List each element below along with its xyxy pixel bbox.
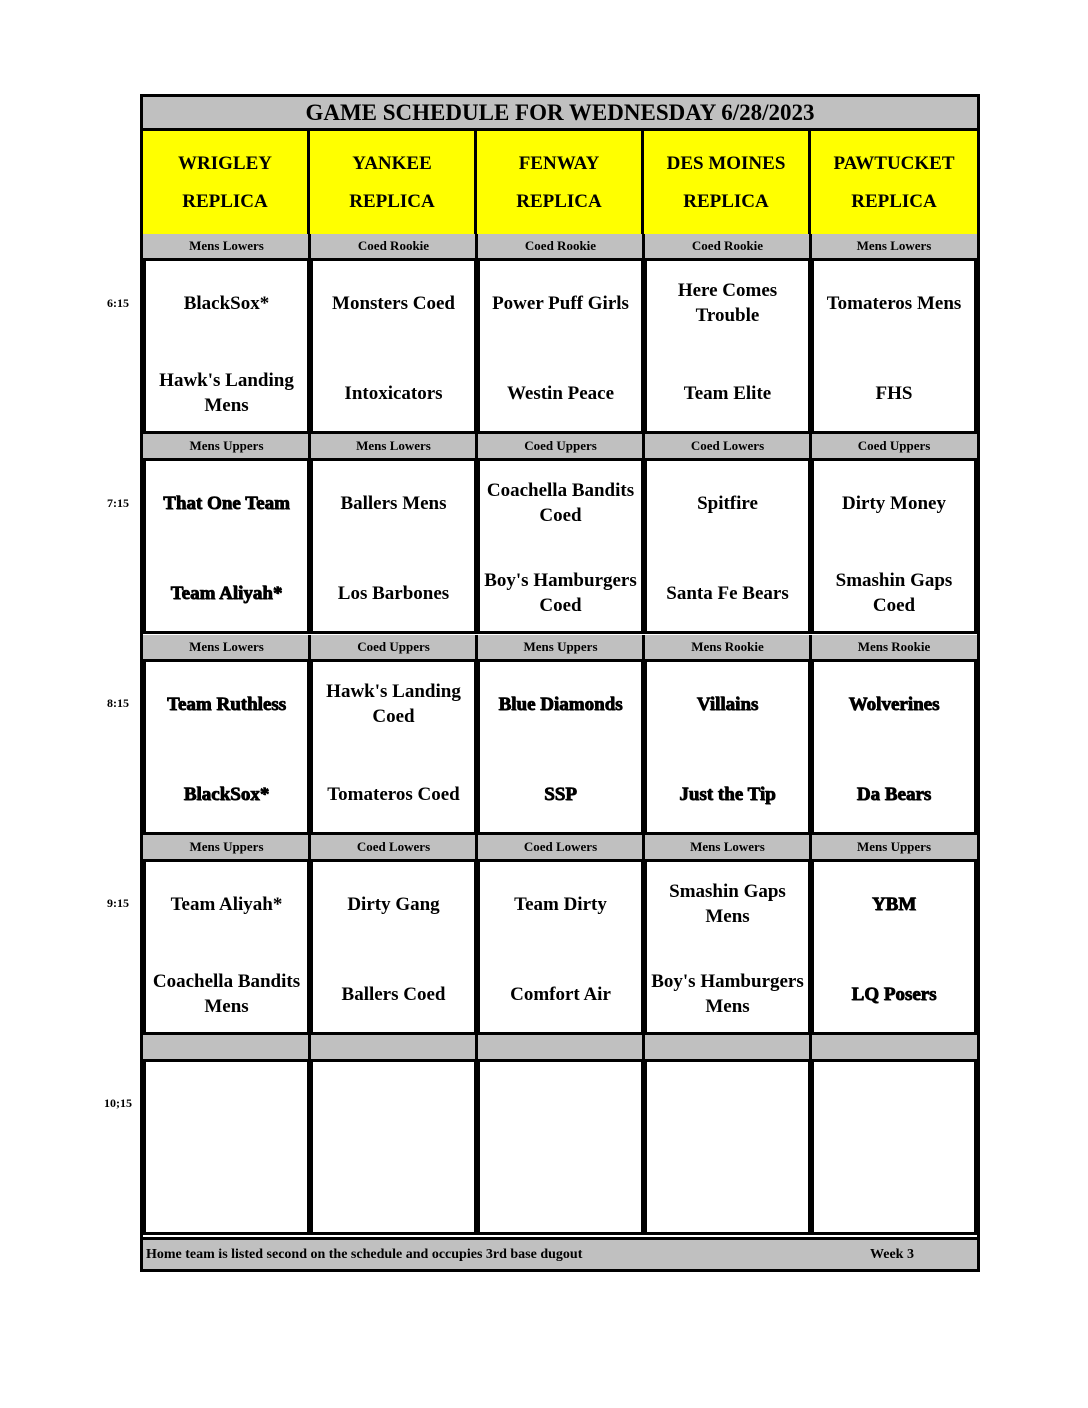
column-divider [308, 835, 311, 859]
time-slot-label: 9:15 [107, 896, 129, 910]
game-cell [644, 1059, 811, 1235]
home-team: Da Bears [856, 783, 932, 805]
home-team: Intoxicators [344, 382, 443, 404]
home-team: Westin Peace [506, 382, 615, 404]
division-label: Mens Lowers [143, 635, 310, 659]
division-label: Mens Uppers [143, 835, 310, 859]
column-divider [475, 1035, 478, 1059]
home-team [814, 1158, 974, 1230]
field-subtitle: REPLICA [516, 190, 602, 212]
game-cell [310, 859, 477, 1035]
game-cell [477, 258, 644, 434]
division-label: Coed Lowers [644, 434, 811, 458]
time-slot-label: 7:15 [107, 496, 129, 510]
time-slot-label: 10;15 [104, 1096, 132, 1110]
visiting-team: Ballers Mens [340, 492, 447, 514]
visiting-team: Spitfire [697, 492, 758, 514]
division-label [310, 1035, 477, 1059]
visiting-team: Wolverines [848, 693, 940, 715]
field-name: FENWAY [518, 152, 600, 174]
column-divider [642, 635, 645, 659]
visiting-team: Coachella Bandits Coed [486, 480, 635, 526]
division-label: Mens Uppers [477, 635, 644, 659]
column-divider [308, 434, 311, 458]
game-cell [310, 1059, 477, 1235]
home-team: Boy's Hamburgers Mens [651, 971, 804, 1017]
field-name: YANKEE [352, 152, 432, 174]
game-cell [310, 458, 477, 634]
field-subtitle: REPLICA [683, 190, 769, 212]
visiting-team: Team Ruthless [166, 693, 287, 715]
visiting-team [647, 1074, 808, 1134]
home-team: Santa Fe Bears [666, 582, 789, 604]
home-team: LQ Posers [851, 983, 937, 1005]
column-divider [475, 835, 478, 859]
time-slot-label: 6:15 [107, 296, 129, 310]
division-label [143, 1035, 310, 1059]
home-team: SSP [544, 783, 577, 805]
column-divider [809, 635, 812, 659]
column-divider [308, 1035, 311, 1059]
field-subtitle: REPLICA [182, 190, 268, 212]
home-team: Team Elite [683, 382, 772, 404]
home-team: Los Barbones [337, 582, 450, 604]
division-label: Mens Uppers [811, 835, 977, 859]
home-team [480, 1158, 641, 1230]
division-label: Coed Lowers [310, 835, 477, 859]
game-cell [811, 458, 977, 634]
field-header [310, 131, 477, 234]
division-label: Coed Uppers [811, 434, 977, 458]
column-divider [642, 434, 645, 458]
home-team: Hawk's Landing Mens [159, 370, 294, 416]
page-title: GAME SCHEDULE FOR WEDNESDAY 6/28/2023 [143, 97, 977, 131]
game-cell [644, 859, 811, 1035]
field-header [811, 131, 977, 234]
time-slot-label: 8:15 [107, 696, 129, 710]
schedule-footer [143, 1237, 977, 1269]
visiting-team: Here Comes Trouble [677, 280, 778, 326]
home-team: Coachella Bandits Mens [152, 971, 301, 1017]
game-cell [143, 1059, 310, 1235]
visiting-team: Team Aliyah* [170, 893, 283, 915]
visiting-team: Dirty Money [842, 492, 946, 514]
game-cell [811, 258, 977, 434]
game-cell [310, 258, 477, 434]
field-name: PAWTUCKET [833, 152, 955, 174]
division-label [477, 1035, 644, 1059]
visiting-team [814, 1074, 974, 1134]
column-divider [809, 835, 812, 859]
game-cell [143, 258, 310, 434]
division-label: Coed Lowers [477, 835, 644, 859]
field-name: WRIGLEY [178, 152, 272, 174]
home-team: Comfort Air [510, 983, 611, 1005]
home-team: BlackSox* [183, 783, 270, 805]
visiting-team [146, 1074, 307, 1134]
game-cell [644, 258, 811, 434]
game-cell [477, 458, 644, 634]
visiting-team: Power Puff Girls [492, 292, 629, 314]
game-cell [143, 659, 310, 835]
division-label: Coed Uppers [477, 434, 644, 458]
field-header [143, 131, 310, 234]
division-label: Mens Rookie [644, 635, 811, 659]
home-team [647, 1158, 808, 1230]
division-label: Mens Lowers [811, 234, 977, 258]
visiting-team: Tomateros Mens [826, 292, 962, 314]
visiting-team [313, 1074, 474, 1134]
home-team: Tomateros Coed [327, 783, 460, 805]
division-label: Mens Lowers [143, 234, 310, 258]
home-team: Smashin Gaps Coed [835, 570, 953, 616]
home-team: Boy's Hamburgers Coed [484, 570, 637, 616]
column-divider [308, 635, 311, 659]
visiting-team: Team Dirty [514, 893, 607, 915]
game-cell [143, 458, 310, 634]
column-divider [642, 234, 645, 258]
division-label: Mens Lowers [644, 835, 811, 859]
visiting-team: BlackSox* [183, 292, 270, 314]
column-divider [475, 434, 478, 458]
division-label: Coed Rookie [310, 234, 477, 258]
game-cell [644, 458, 811, 634]
column-divider [642, 835, 645, 859]
visiting-team: Hawk's Landing Coed [326, 681, 461, 727]
game-cell [811, 859, 977, 1035]
home-team: Just the Tip [679, 783, 776, 805]
column-divider [809, 434, 812, 458]
home-team: Team Aliyah* [170, 582, 283, 604]
field-header [644, 131, 811, 234]
division-label: Coed Uppers [310, 635, 477, 659]
game-cell [477, 859, 644, 1035]
home-team [313, 1158, 474, 1230]
game-cell [477, 659, 644, 835]
column-divider [475, 635, 478, 659]
game-cell [477, 1059, 644, 1235]
visiting-team: That One Team [163, 492, 290, 514]
field-subtitle: REPLICA [349, 190, 435, 212]
field-subtitle: REPLICA [851, 190, 937, 212]
visiting-team: Villains [696, 693, 759, 715]
home-team-note: Home team is listed second on the schedule and occupies 3rd base dugout [146, 1247, 583, 1262]
column-divider [642, 1035, 645, 1059]
visiting-team: Dirty Gang [347, 893, 440, 915]
column-divider [475, 234, 478, 258]
visiting-team: Smashin Gaps Mens [669, 881, 786, 927]
game-cell [811, 659, 977, 835]
division-label: Mens Rookie [811, 635, 977, 659]
home-team: Ballers Coed [341, 983, 446, 1005]
week-label: Week 3 [870, 1247, 914, 1262]
division-label: Coed Rookie [477, 234, 644, 258]
division-label [644, 1035, 811, 1059]
column-divider [809, 1035, 812, 1059]
field-header [477, 131, 644, 234]
field-name: DES MOINES [666, 152, 786, 174]
division-label: Coed Rookie [644, 234, 811, 258]
visiting-team: Monsters Coed [332, 292, 455, 314]
division-label: Mens Uppers [143, 434, 310, 458]
home-team: FHS [875, 382, 913, 404]
division-label [811, 1035, 977, 1059]
visiting-team: Blue Diamonds [498, 693, 623, 715]
game-cell [143, 859, 310, 1035]
visiting-team [480, 1074, 641, 1134]
game-cell [811, 1059, 977, 1235]
home-team [146, 1158, 307, 1230]
game-cell [644, 659, 811, 835]
division-label: Mens Lowers [310, 434, 477, 458]
game-cell [310, 659, 477, 835]
column-divider [308, 234, 311, 258]
column-divider [809, 234, 812, 258]
visiting-team: YBM [871, 893, 917, 915]
